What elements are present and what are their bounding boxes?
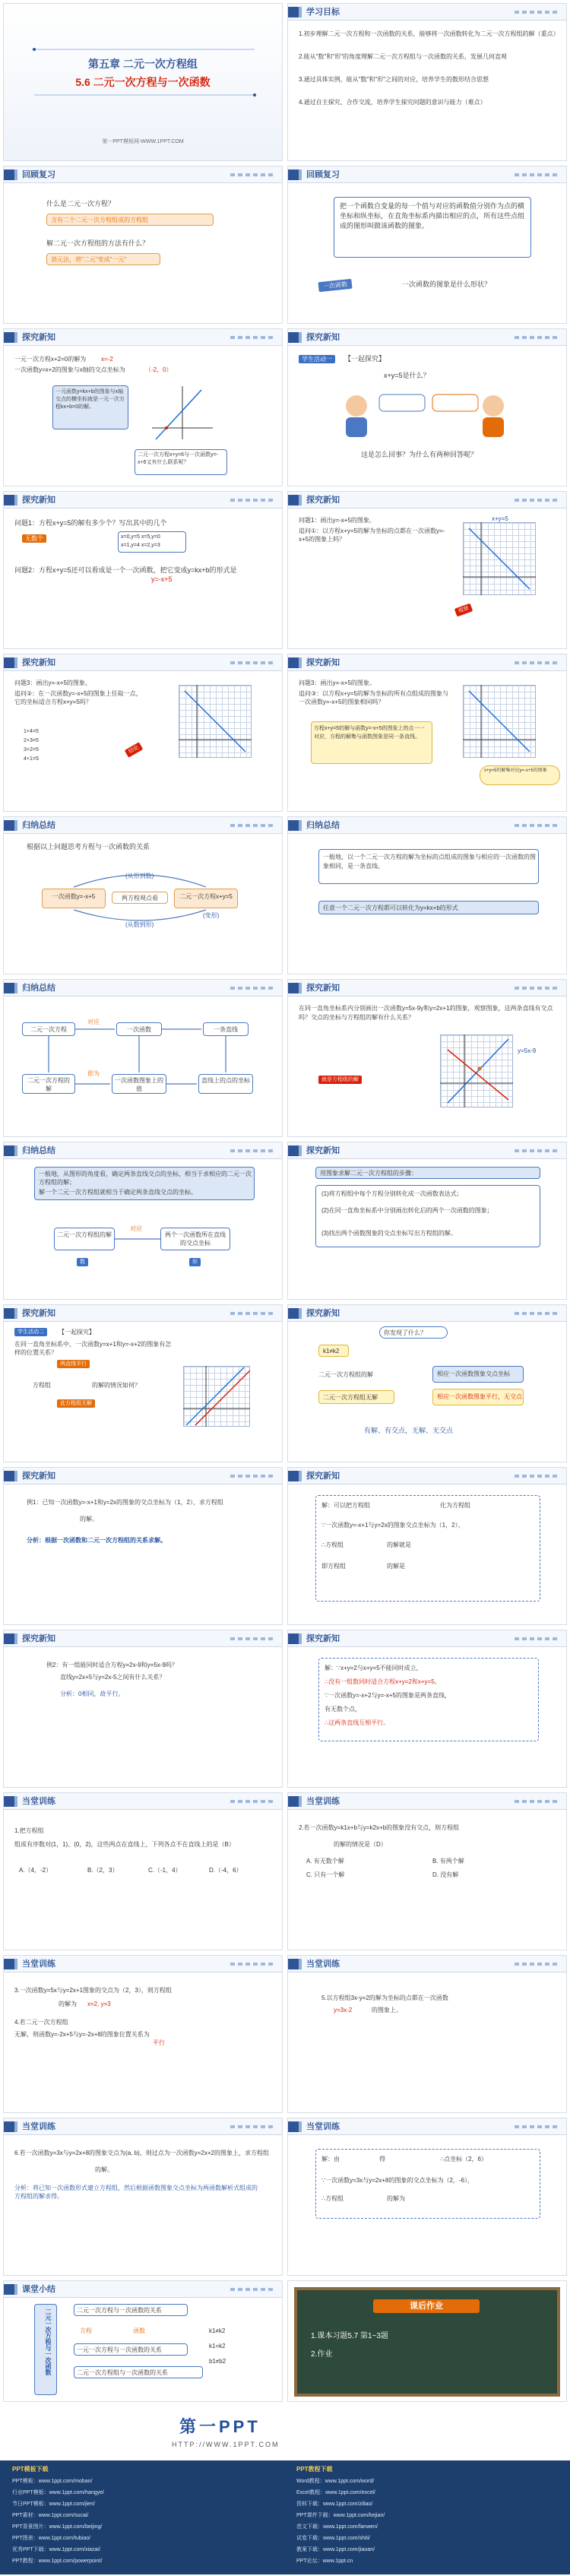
slide-header	[4, 329, 282, 346]
option-b[interactable]: B. 有两个解	[432, 1858, 464, 1865]
intersection-case: 相应一次函数图象交点坐标	[437, 1370, 510, 1377]
summary-line: 有解、有交点，无解、无交点	[364, 1427, 454, 1434]
conclusion-text: 一般地，以一个二元一次方程的解为坐标的点组成的图象与相应的一次函数的图象相同，是一条直线。	[323, 854, 536, 870]
slide-heading: 回顾复习	[306, 170, 340, 179]
review-question-2: 解二元一次方程组的方法有什么？	[46, 239, 150, 247]
example-problem-end: 的解。	[80, 1516, 98, 1522]
node-function-text: 一次函数	[127, 1026, 151, 1033]
slide-example-1-solution[interactable]	[287, 1467, 567, 1625]
slide-heading: 探究新知	[306, 1472, 340, 1481]
question-4-tail: 无解，则函数y=-2x+5与y=-2x+8的图象位置关系为	[14, 2031, 150, 2038]
slide-example-2[interactable]	[3, 1630, 283, 1788]
slope-tag-text: k1≠k2	[323, 1348, 340, 1355]
transform-text: 任意一个二元一次方程都可以转化为y=kx+b的形式	[323, 905, 458, 911]
middle-node-text: 两方程观点看	[122, 895, 158, 901]
footer-logo[interactable]: 第一PPT	[179, 2417, 261, 2436]
problem-text: 在同一直角坐标系内分别画出一次函数y=5x-9y和y=2x+1的图象，观察图象，这两条直线有交点吗？交点的坐标与方程组的解有什么关系？	[299, 1005, 553, 1021]
review-answer-2: 消元法，将"二元"变成"一元"	[51, 256, 127, 263]
summary-relation-3-text: 二元一次方程组与一次函数的关系	[77, 2369, 168, 2376]
slide-header	[288, 1305, 566, 1322]
step-2: (2)在同一直角坐标系中分别画出转化后的两个一次函数的图象；	[321, 1207, 493, 1214]
axis-graph	[148, 382, 217, 443]
answer-tag: 就是方程组的解	[318, 1076, 362, 1084]
slide-header	[288, 2118, 566, 2135]
goal-4: 4.通过自主探究、合作交流，培养学生探究问题的意识与能力（难点）	[299, 99, 486, 106]
solution-line-2: 得	[379, 2156, 385, 2163]
graph-equation: x+y=5	[492, 515, 508, 522]
slide-goals[interactable]	[287, 3, 567, 161]
question-5-tail: 的图象上。	[372, 2007, 402, 2014]
chapter-title: 第五章 二元一次方程组	[88, 58, 198, 70]
slide-header	[4, 1468, 282, 1484]
slide-header	[4, 166, 282, 183]
footer-link[interactable]: PPT教程：www.1ppt.com/powerpoint/	[12, 2559, 103, 2564]
summary-relation-1-text: 二元一次方程与一次函数的关系	[77, 2307, 162, 2314]
slide-header	[4, 1305, 282, 1322]
activity-task: 【一起探究】	[344, 355, 386, 363]
equation-prompt: 一元一次方程x+2=0的解为	[14, 356, 87, 363]
slide-practice-5[interactable]	[3, 2118, 283, 2276]
parallel-lines-graph	[183, 1366, 250, 1427]
question-3-answer: x=2, y=3	[87, 2001, 111, 2007]
footer-link[interactable]: 优秀PPT下载：www.1ppt.com/xiazai/	[12, 2547, 100, 2552]
question-3-tail: 的解为	[59, 2001, 77, 2007]
connector-label-2: 即为	[87, 1070, 100, 1077]
follow-up-text: 追问②：在一次函数y=-x+5的图象上任取一点，它的坐标适合方程x+y=5吗？	[14, 690, 142, 705]
problem-text: 问题3：画出y=-x+5的图象。	[299, 680, 375, 686]
question-3: 3.一次函数y=5x与y=2x+1图象的交点为（2，3），则方程组	[14, 1987, 172, 1994]
line-graph	[463, 685, 536, 758]
equation-node-text: 二元一次方程x+y=5	[179, 893, 233, 900]
footer-link[interactable]: PPT课件下载：www.1ppt.com/kejian/	[296, 2513, 385, 2518]
check-values: 1+4=5 2+3=5 3+2=5 4+1=5	[24, 729, 39, 762]
slide-heading: 探究新知	[306, 1634, 340, 1643]
graph-note: y=5x-9	[518, 1047, 537, 1054]
slide-explore-5[interactable]	[3, 654, 283, 812]
slide-explore-8[interactable]	[287, 1142, 567, 1300]
slide-review-1[interactable]	[3, 166, 283, 324]
slide-header	[4, 492, 282, 509]
slide-heading: 探究新知	[22, 1472, 55, 1481]
footer-link[interactable]: 行业PPT模板：www.1ppt.com/hangye/	[12, 2490, 104, 2495]
slide-header	[4, 1630, 282, 1647]
no-solution-case: 二元一次方程组无解	[323, 1394, 378, 1401]
slide-header	[4, 2281, 282, 2298]
slide-heading: 当堂训练	[22, 2122, 55, 2131]
footer-left-title: PPT模板下载	[12, 2466, 49, 2473]
footer-link[interactable]: PPT模板：www.1ppt.com/moban/	[12, 2479, 93, 2484]
slide-header	[288, 1630, 566, 1647]
site-credit: 第一PPT模板网-WWW.1PPT.COM	[102, 139, 184, 144]
option-c[interactable]: C. 只有一个解	[306, 1871, 345, 1878]
question-4-answer: 平行	[153, 2039, 165, 2046]
relation-arrows	[4, 980, 283, 1137]
activity-tag: 学生活动二	[14, 1328, 47, 1336]
solution-line-1: 解：∵x+y=2与x+y=5不能同时成立，	[325, 1665, 423, 1671]
problem-2: 问题2：方程x+y=5还可以看成是一个一次函数，把它变成y=kx+b的形式是	[14, 566, 237, 574]
slide-homework[interactable]	[287, 2280, 567, 2402]
relation-text: 一元函数y=kx+b的图象与x轴交点的横坐标就是一元一次方程kx+b=0的解。	[55, 389, 125, 410]
summary-k-2: k1=k2	[209, 2343, 226, 2349]
slide-heading: 当堂训练	[22, 1960, 55, 1969]
system-label: 方程组	[33, 1382, 51, 1389]
slide-heading: 当堂训练	[306, 1797, 340, 1806]
slide-header	[288, 1142, 566, 1159]
slide-heading: 探究新知	[306, 496, 340, 505]
slide-heading: 探究新知	[306, 658, 340, 667]
two-line-graph	[440, 1035, 513, 1107]
summary-equation-label: 方程	[80, 2327, 92, 2334]
step-1: (1)将方程组中每个方程分别转化成一次函数表达式；	[321, 1190, 463, 1197]
option-c[interactable]: C.（-1，4）	[148, 1867, 182, 1874]
no-solution-answer: 此方程组无解	[57, 1399, 95, 1408]
footer-link[interactable]: 试卷下载：www.1ppt.com/shiti/	[296, 2536, 370, 2541]
slide-header	[288, 817, 566, 834]
solution-line-6: 的解为	[387, 2195, 405, 2202]
slide-review-2[interactable]	[287, 166, 567, 324]
example-analysis: 分析：根据一次函数和二元一次方程组的关系求解。	[27, 1537, 166, 1544]
footer-link[interactable]: 节日PPT模板：www.1ppt.com/jieri/	[12, 2502, 95, 2507]
slide-explore-2[interactable]	[287, 328, 567, 486]
question-bubble-text: 你发现了什么？	[384, 1329, 426, 1336]
steps-heading: 用图象求解二元一次方程组的步骤：	[320, 1170, 417, 1177]
slide-header	[288, 4, 566, 21]
footer-link[interactable]: Excel教程：www.1ppt.com/excel/	[296, 2490, 375, 2495]
slide-heading: 当堂训练	[306, 2122, 340, 2131]
question-6: 6.若一次函数y=3x与y=2x+8的图象交点为(a, b)，则过点为一次函数y=2x+2的图象上，求方程组	[14, 2150, 269, 2156]
function-node-text: 一次函数y=-x+5	[52, 893, 96, 900]
slide-explore-1[interactable]	[3, 328, 283, 486]
goal-1: 1.初步理解二元一次方程和一次函数的关系，能够将一次函数转化为二元一次方程组的解（重点）	[299, 30, 559, 37]
summary-k-1: k1≠k2	[209, 2327, 226, 2334]
connector-label-1: 对应	[87, 1019, 100, 1025]
step-3: (3)找出两个函数图象的交点坐标写出方程组的解。	[321, 1230, 457, 1237]
footer-link[interactable]: 教案下载：www.1ppt.com/jiaoan/	[296, 2547, 375, 2552]
slide-heading: 归纳总结	[22, 984, 55, 993]
option-a[interactable]: A. 有无数个解	[306, 1858, 344, 1865]
slide-header	[4, 1793, 282, 1810]
practice-question-2: 的解的情况是（D）	[334, 1841, 387, 1848]
practice-question-2: 组成有序数对(1，1)、(0，2)，这些两点在直线上，下列各点不在直线上的是（B）	[14, 1841, 235, 1848]
option-d[interactable]: D.（-4，6）	[209, 1867, 242, 1874]
slide-heading: 课堂小结	[22, 2285, 55, 2294]
footer-link[interactable]: PPT论坛：www.1ppt.cn	[296, 2559, 353, 2564]
slide-heading: 探究新知	[22, 496, 55, 505]
question-5: 5.以方程组3x-y=2的解为坐标的点都在一次函数	[321, 1995, 448, 2001]
slide-header	[288, 1956, 566, 1972]
activity-equation: x+y=5是什么？	[384, 372, 430, 379]
solution-line-1: 解：由	[321, 2156, 340, 2163]
slide-explore-10[interactable]	[287, 1304, 567, 1462]
arrow-label-number-to-form: (从数到形)	[125, 921, 154, 928]
activity-tag: 学生活动一	[299, 355, 335, 363]
follow-up-text: 追问①：以方程x+y=5的解为坐标的点都在一次函数y=-x+5的图象上吗？	[299, 528, 445, 543]
activity-problem: 在同一直角坐标系中，一次函数y=x+1和y=-x+2的图象有怎样的位置关系？	[14, 1341, 172, 1356]
slide-header	[288, 166, 566, 183]
slide-explore-7[interactable]	[287, 979, 567, 1137]
slide-heading: 回顾复习	[22, 170, 55, 179]
slide-heading: 归纳总结	[306, 821, 340, 830]
slide-header	[288, 654, 566, 671]
slide-heading: 当堂训练	[306, 1960, 340, 1969]
solution-line-7: 的解是	[387, 1563, 405, 1570]
question-6-tail: 的解。	[95, 2166, 113, 2173]
definition-text: 把一个函数自变量的每一个值与对应的函数值分别作为点的横坐标和纵坐标，在直角坐标系内描出相应的点，所有这些点组成的图形叫做该函数的图象。	[340, 202, 525, 230]
solution-line-2: 化为方程组	[440, 1502, 470, 1509]
function-tag: 一次函数	[318, 279, 352, 293]
solution-box	[315, 1495, 540, 1602]
footer-link[interactable]: PPT图表：www.1ppt.com/tubiao/	[12, 2536, 91, 2541]
slide-heading: 当堂训练	[22, 1797, 55, 1806]
slide-practice-1[interactable]	[3, 1792, 283, 1950]
shape-tag: 形	[189, 1258, 201, 1266]
node-solution-text: 二元一次方程的解	[27, 1077, 70, 1092]
problem-text: 问题3：画出y=-x+5的图象。	[14, 680, 91, 686]
footer-link[interactable]: PPT素材：www.1ppt.com/sucai/	[12, 2513, 89, 2518]
footer-link[interactable]: PPT背景图片：www.1ppt.com/beijing/	[12, 2524, 103, 2530]
node-line-text: 一条直线	[214, 1026, 238, 1033]
activity-question: 这是怎么回事？为什么有两种回答呢？	[361, 451, 478, 458]
slide-header	[288, 980, 566, 996]
solution-line-3: ∵一次函数y=-x+1与y=2x的图象交点坐标为（1，2），	[321, 1522, 464, 1529]
slide-header	[288, 1468, 566, 1484]
slide-explore-6[interactable]	[287, 654, 567, 812]
solution-node-text: 二元一次方程组的解	[57, 1231, 112, 1238]
slide-title[interactable]	[3, 3, 283, 161]
example-problem: 例1：已知一次函数y=-x+1和y=2x的图象的交点坐标为（1，2），求方程组	[27, 1499, 223, 1506]
solution-line-6: 即方程组	[321, 1563, 346, 1570]
slide-lesson-summary[interactable]	[3, 2280, 283, 2402]
slide-explore-3[interactable]	[3, 491, 283, 649]
solution-line-4: ∴方程组	[321, 1541, 344, 1548]
slide-heading: 归纳总结	[22, 1146, 55, 1155]
slide-practice-3[interactable]	[3, 1955, 283, 2113]
slide-heading: 归纳总结	[22, 821, 55, 830]
number-tag: 数	[77, 1258, 88, 1266]
problem-1: 问题1：方程x+y=5的解有多少个？写出其中的几个	[14, 519, 167, 527]
summary-k-3: b1≠b2	[209, 2358, 226, 2365]
slide-heading: 探究新知	[22, 333, 55, 342]
connector-label: 对应	[130, 1225, 142, 1232]
slide-explore-9[interactable]	[3, 1304, 283, 1462]
homework-item-1: 1.课本习题5.7 第1~3题	[311, 2332, 388, 2340]
slide-header	[4, 2118, 282, 2135]
arrow-label-form-to-number: (从形到数)	[125, 873, 154, 879]
option-d[interactable]: D. 没有解	[432, 1871, 459, 1878]
problem-2-answer: y=-x+5	[151, 575, 173, 583]
solution-line-2: ∴没有一组数同时适合方程x+y=2和x+y=5。	[325, 1678, 441, 1685]
solution-line-5: ∴方程组	[321, 2195, 344, 2202]
homework-item-2: 2.作业	[311, 2350, 333, 2359]
solution-line-3: ∵一次函数y=-x+2与y=-x+5的图象是两条直线，	[325, 1692, 451, 1699]
slide-example-1[interactable]	[3, 1467, 283, 1625]
slide-header	[288, 492, 566, 509]
example-problem: 例2：有一组能同时适合方程y=2x-9和y=5x-9吗？	[46, 1662, 178, 1668]
solutions-list: x=0,y=5 x=5,y=0 x=1,y=4 x=2,y=3	[121, 534, 160, 548]
footer-link[interactable]: 资料下载：www.1ppt.com/ziliao/	[296, 2502, 373, 2507]
observe-tag: 观察	[454, 604, 473, 617]
practice-question: 1.把方程组	[14, 1827, 44, 1834]
section-title: 5.6 二元一次方程与一次函数	[75, 76, 211, 88]
review-answer-1: 含有二个二元一次方程组成的方程组	[51, 217, 148, 223]
equation-answer: x=-2	[101, 356, 113, 363]
summary-line-2: 解一个二元一次方程组就相当于确定两条直线交点的坐标。	[39, 1189, 197, 1196]
summary-function-label: 函数	[133, 2327, 145, 2334]
solution-line-4: ∵一次函数y=3x与y=2x+8的图象的交点坐标为（2，-6），	[321, 2177, 474, 2184]
solution-line-4: 有无数个点，	[325, 1706, 361, 1713]
footer-link[interactable]: 范文下载：www.1ppt.com/fanwen/	[296, 2524, 378, 2530]
footer-right-title: PPT教程下载	[296, 2466, 333, 2473]
site-footer	[0, 2406, 570, 2576]
slide-heading: 探究新知	[306, 984, 340, 993]
slide-example-2-solution[interactable]	[287, 1630, 567, 1788]
homework-title: 课后作业	[373, 2299, 480, 2313]
activity-task: 【一起探究】	[59, 1329, 95, 1336]
slide-heading: 探究新知	[306, 1146, 340, 1155]
slide-summary-4[interactable]	[3, 1142, 283, 1300]
follow-question: 二元一次方程x+y=6与一次函数y=-x+6又有什么联系呢？	[138, 452, 218, 465]
question-5-answer: y=3x-2	[334, 2007, 353, 2014]
intersection-node-text: 两个一次函数所在直线的交点坐标	[165, 1231, 226, 1247]
summary-relation-2-text: 一元一次方程与一次函数的关系	[77, 2346, 162, 2353]
summary-center-text: 二元一次方程与一次函数	[45, 2308, 52, 2375]
slide-practice-5-solution[interactable]	[287, 2118, 567, 2276]
shape-question: 一次函数的图象是什么形状？	[402, 280, 492, 288]
goal-2: 2.能从"数"和"形"的角度理解二元一次方程组与一次函数的关系，发展几何直观	[299, 53, 508, 60]
slide-header	[288, 1793, 566, 1810]
example-analysis: 分析：0相同，故平行。	[60, 1690, 125, 1697]
parallel-case: 相应一次函数图象平行，无交点	[437, 1393, 522, 1400]
slide-header	[4, 1956, 282, 1972]
slide-heading: 探究新知	[306, 333, 340, 342]
solution-line-5: 的解就是	[387, 1541, 411, 1548]
slide-heading: 探究新知	[22, 1634, 55, 1643]
problem-1-answer: 无数个	[22, 534, 46, 543]
slide-summary-1[interactable]	[3, 816, 283, 974]
footer-link[interactable]: Word教程：www.1ppt.com/word/	[296, 2479, 375, 2484]
slide-heading: 探究新知	[22, 1309, 55, 1318]
system-question: 的解的情况如何？	[92, 1382, 141, 1389]
slide-explore-4[interactable]	[287, 491, 567, 649]
summary-arrows	[4, 817, 283, 974]
parallel-answer: 两直线平行	[57, 1360, 90, 1368]
problem-text: 问题1：画出y=-x+5的图象。	[299, 517, 375, 524]
node-point-text: 直线上的点的坐标	[201, 1077, 250, 1084]
slide-heading: 学习目标	[306, 8, 340, 17]
line-graph	[463, 522, 536, 595]
solution-line-1: 解：可以把方程组	[321, 1502, 370, 1509]
example-problem-2: 直线y=2x+5与y=2x-5之间有什么关系？	[60, 1674, 166, 1681]
slide-heading: 探究新知	[22, 658, 55, 667]
slide-practice-2[interactable]	[287, 1792, 567, 1950]
note-text: x+y=5的解集对应y=-x+5的图象	[484, 768, 547, 773]
line-graph	[179, 685, 252, 758]
footer-url[interactable]: HTTP://WWW.1PPT.COM	[172, 2441, 280, 2448]
slide-header	[288, 329, 566, 346]
summary-arrow	[4, 1142, 283, 1300]
solution-line-3: ∴点坐标（2，6）	[440, 2156, 487, 2163]
answer-text: 方程x+y=5的解与函数y=-x+5的图象上的点一一对应，方程的解集与函数图象是同一条直线。	[314, 726, 425, 740]
slide-summary-3[interactable]	[3, 979, 283, 1137]
practice-question: 2.若一次函数y=k1x+b与y=k2x+b的图象没有交点，则方程组	[299, 1824, 460, 1831]
slide-practice-4[interactable]	[287, 1955, 567, 2113]
arrow-label-transform: (变形)	[203, 912, 220, 919]
summary-line-1: 一般地，从图形的角度看，确定两条直线交点的坐标，相当于求相应的二元一次方程组的解；	[39, 1171, 252, 1186]
intersection-answer: （-2，0）	[145, 366, 173, 373]
question-4: 4.若二元一次方程组	[14, 2019, 68, 2026]
question-6-analysis: 分析：将已知一次函数形式建立方程组，然后根据函数图象交点坐标为两函数解析式组成的方程组的解求得。	[14, 2185, 258, 2200]
follow-up-text: 追问③：以方程x+y=5的解为坐标的所有点组成的图象与一次函数y=-x+5的图象相同吗？	[299, 690, 448, 705]
intersection-prompt: 一次函数y=x+2的图象与x轴的交点坐标为	[14, 366, 125, 373]
option-a[interactable]: A.（4，-2）	[19, 1867, 52, 1874]
review-question-1: 什么是二元一次方程？	[46, 200, 116, 208]
solution-line-5: ∴这两条直线互相平行。	[325, 1719, 390, 1726]
node-value-text: 一次函数图象上的值	[115, 1077, 163, 1092]
conclusion-tag: 结论	[125, 742, 144, 758]
slide-heading: 探究新知	[306, 1309, 340, 1318]
option-b[interactable]: B.（2，3）	[87, 1867, 119, 1874]
slide-summary-2[interactable]	[287, 816, 567, 974]
goal-3: 3.通过具体实例，能从"数"和"形"之间的对应，培养学生的数形结合思想	[299, 76, 489, 83]
node-equation-text: 二元一次方程	[30, 1026, 67, 1033]
summary-prompt: 根据以上问题思考方程与一次函数的关系	[27, 843, 150, 851]
solution-case: 二元一次方程组的解	[318, 1371, 373, 1378]
people-illustration	[311, 387, 539, 440]
slide-header	[4, 654, 282, 671]
